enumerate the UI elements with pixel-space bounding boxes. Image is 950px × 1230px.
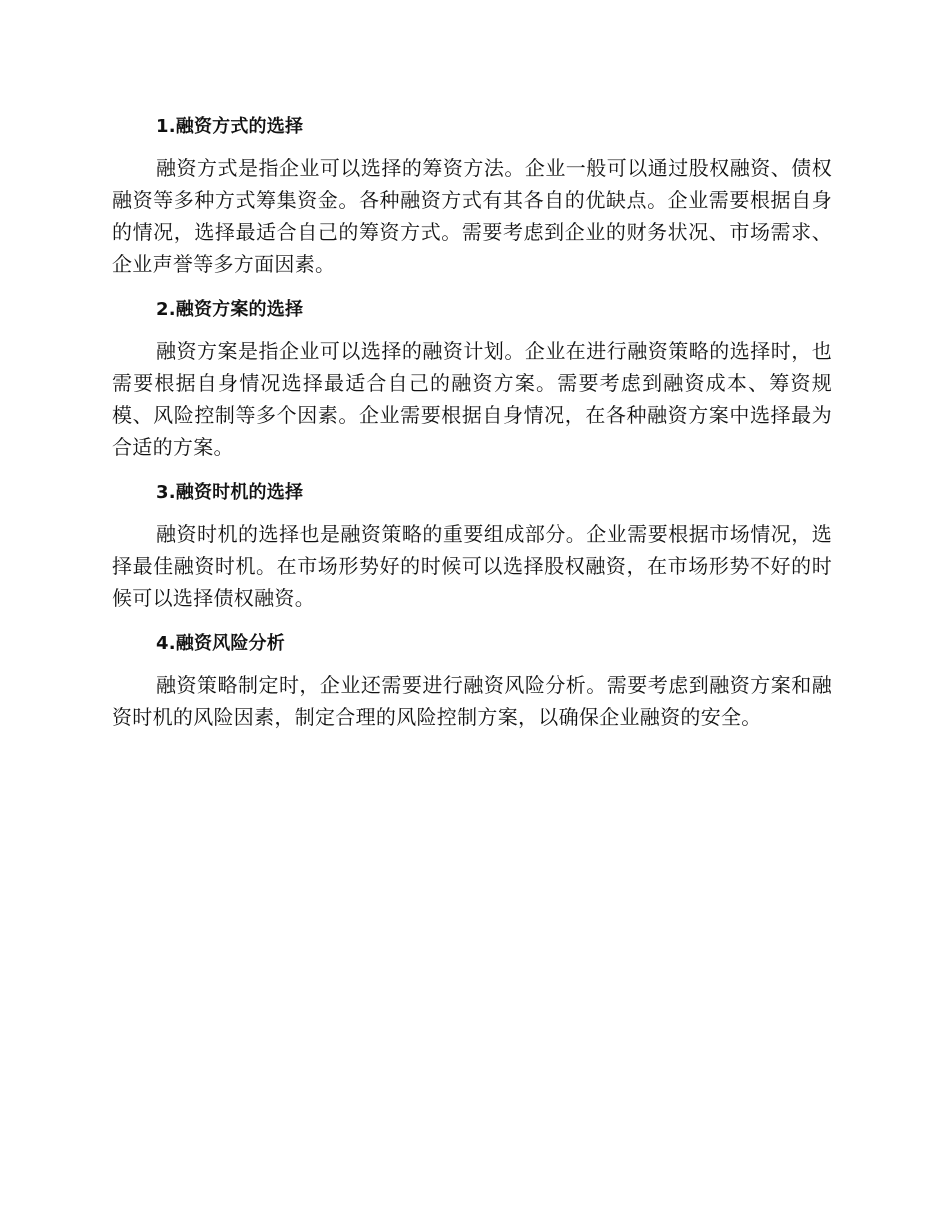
section-financing-method (112, 110, 832, 280)
section-financing-timing (112, 476, 832, 614)
section-heading: 1.融资方式的选择 (156, 116, 304, 137)
section-heading: 3.融资时机的选择 (156, 482, 304, 503)
section-paragraph: 融资方案是指企业可以选择的融资计划。企业在进行融资策略的选择时，也需要根据自身情况选择最适合自己的融资方案。需要考虑到融资成本、筹资规模、风险控制等多个因素。企业需要根据自身情况，在各种融资方案中选择最为合适的方案。 (112, 339, 832, 459)
section-financing-risk (112, 627, 832, 733)
section-heading: 4.融资风险分析 (156, 633, 285, 654)
section-paragraph: 融资时机的选择也是融资策略的重要组成部分。企业需要根据市场情况，选择最佳融资时机。在市场形势好的时候可以选择股权融资，在市场形势不好的时候可以选择债权融资。 (112, 522, 832, 610)
section-heading: 2.融资方案的选择 (156, 299, 304, 320)
section-financing-plan (112, 293, 832, 463)
section-paragraph: 融资方式是指企业可以选择的筹资方法。企业一般可以通过股权融资、债权融资等多种方式筹集资金。各种融资方式有其各自的优缺点。企业需要根据自身的情况，选择最适合自己的筹资方式。需要考虑到企业的财务状况、市场需求、企业声誉等多方面因素。 (112, 156, 832, 276)
section-paragraph: 融资策略制定时，企业还需要进行融资风险分析。需要考虑到融资方案和融资时机的风险因素，制定合理的风险控制方案，以确保企业融资的安全。 (112, 673, 832, 729)
document-page (112, 110, 832, 746)
